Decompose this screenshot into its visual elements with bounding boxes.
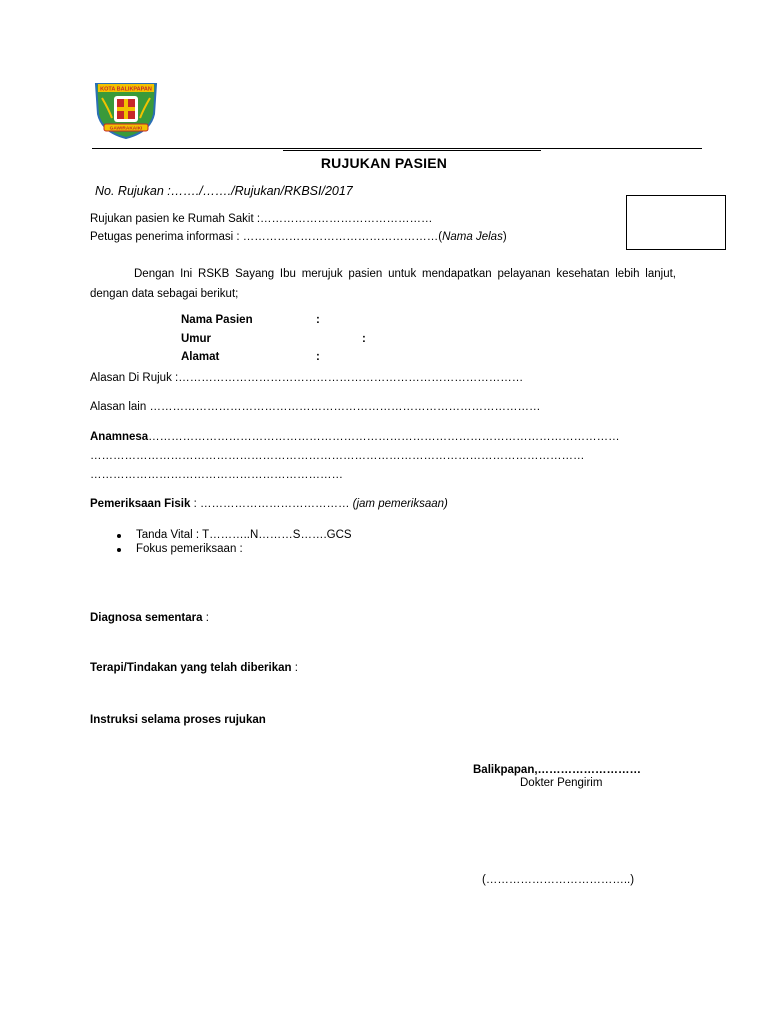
exam-focus-line: Fokus pemeriksaan : — [136, 543, 243, 555]
intro-paragraph — [90, 264, 676, 304]
physical-exam-line — [90, 498, 448, 510]
diagnosis-line — [90, 612, 209, 624]
referral-number: No. Rujukan :……./……./Rujukan/RKBSI/2017 — [95, 184, 353, 198]
city-logo — [90, 78, 162, 140]
page-title: RUJUKAN PASIEN — [320, 155, 448, 171]
diagnosis-colon: : — [202, 612, 209, 624]
stamp-box — [626, 195, 726, 250]
anamnesa-line-3: ………………………………………………………… — [90, 469, 343, 481]
other-reason-line: Alasan lain ………………………………………………………………………………………… — [90, 401, 541, 413]
patient-name-colon: : — [316, 314, 320, 326]
therapy-colon: : — [291, 662, 298, 674]
anamnesa-line-1 — [90, 431, 620, 443]
anamnesa-line-2: ………………………………………………………………………………………………………………… — [90, 450, 585, 462]
physical-exam-note: (jam pemeriksaan) — [352, 498, 448, 510]
receiving-officer-line — [90, 231, 507, 243]
receiving-officer-note: Nama Jelas — [442, 231, 503, 243]
patient-name-label: Nama Pasien — [181, 314, 253, 326]
therapy-label: Terapi/Tindakan yang telah diberikan — [90, 662, 292, 674]
receiving-officer-close: ) — [502, 231, 507, 243]
signature-role: Dokter Pengirim — [520, 777, 603, 789]
referral-hospital-line: Rujukan pasien ke Rumah Sakit :……………………………………… — [90, 213, 433, 225]
anamnesa-label: Anamnesa — [90, 431, 149, 443]
intro-text: Dengan Ini RSKB Sayang Ibu merujuk pasien untuk mendapatkan pelayanan kesehatan lebih lanjut, dengan data sebagai berikut; — [90, 268, 676, 300]
signature-name-placeholder: (………………………………..) — [482, 874, 635, 886]
therapy-line — [90, 662, 298, 674]
vital-signs-line: Tanda Vital : T………..N………S…….GCS — [136, 529, 352, 541]
physical-exam-dots: : ………………………………… — [190, 498, 353, 510]
patient-address-colon: : — [316, 351, 320, 363]
header-rule-secondary — [283, 150, 541, 151]
logo-top-text: KOTA BALIKPAPAN — [100, 86, 152, 93]
patient-age-label: Umur — [181, 333, 212, 345]
logo-ribbon-text: GAWIRAKAIKI — [109, 126, 143, 132]
patient-age-colon: : — [362, 333, 366, 345]
instructions-label: Instruksi selama proses rujukan — [90, 714, 266, 726]
physical-exam-label: Pemeriksaan Fisik — [90, 498, 191, 510]
signature-place-date: Balikpapan,……………………… — [473, 764, 642, 776]
anamnesa-dots-1: …………………………………………………………………………………………………………… — [148, 431, 620, 443]
diagnosis-label: Diagnosa sementara — [90, 612, 203, 624]
header-rule — [92, 148, 702, 149]
bullet-dot — [117, 548, 121, 552]
receiving-officer-label: Petugas penerima informasi : ……………………………………………( — [90, 231, 443, 243]
referral-reason-line: Alasan Di Rujuk :……………………………………………………………………………… — [90, 372, 524, 384]
bullet-dot — [117, 534, 121, 538]
patient-address-label: Alamat — [181, 351, 220, 363]
